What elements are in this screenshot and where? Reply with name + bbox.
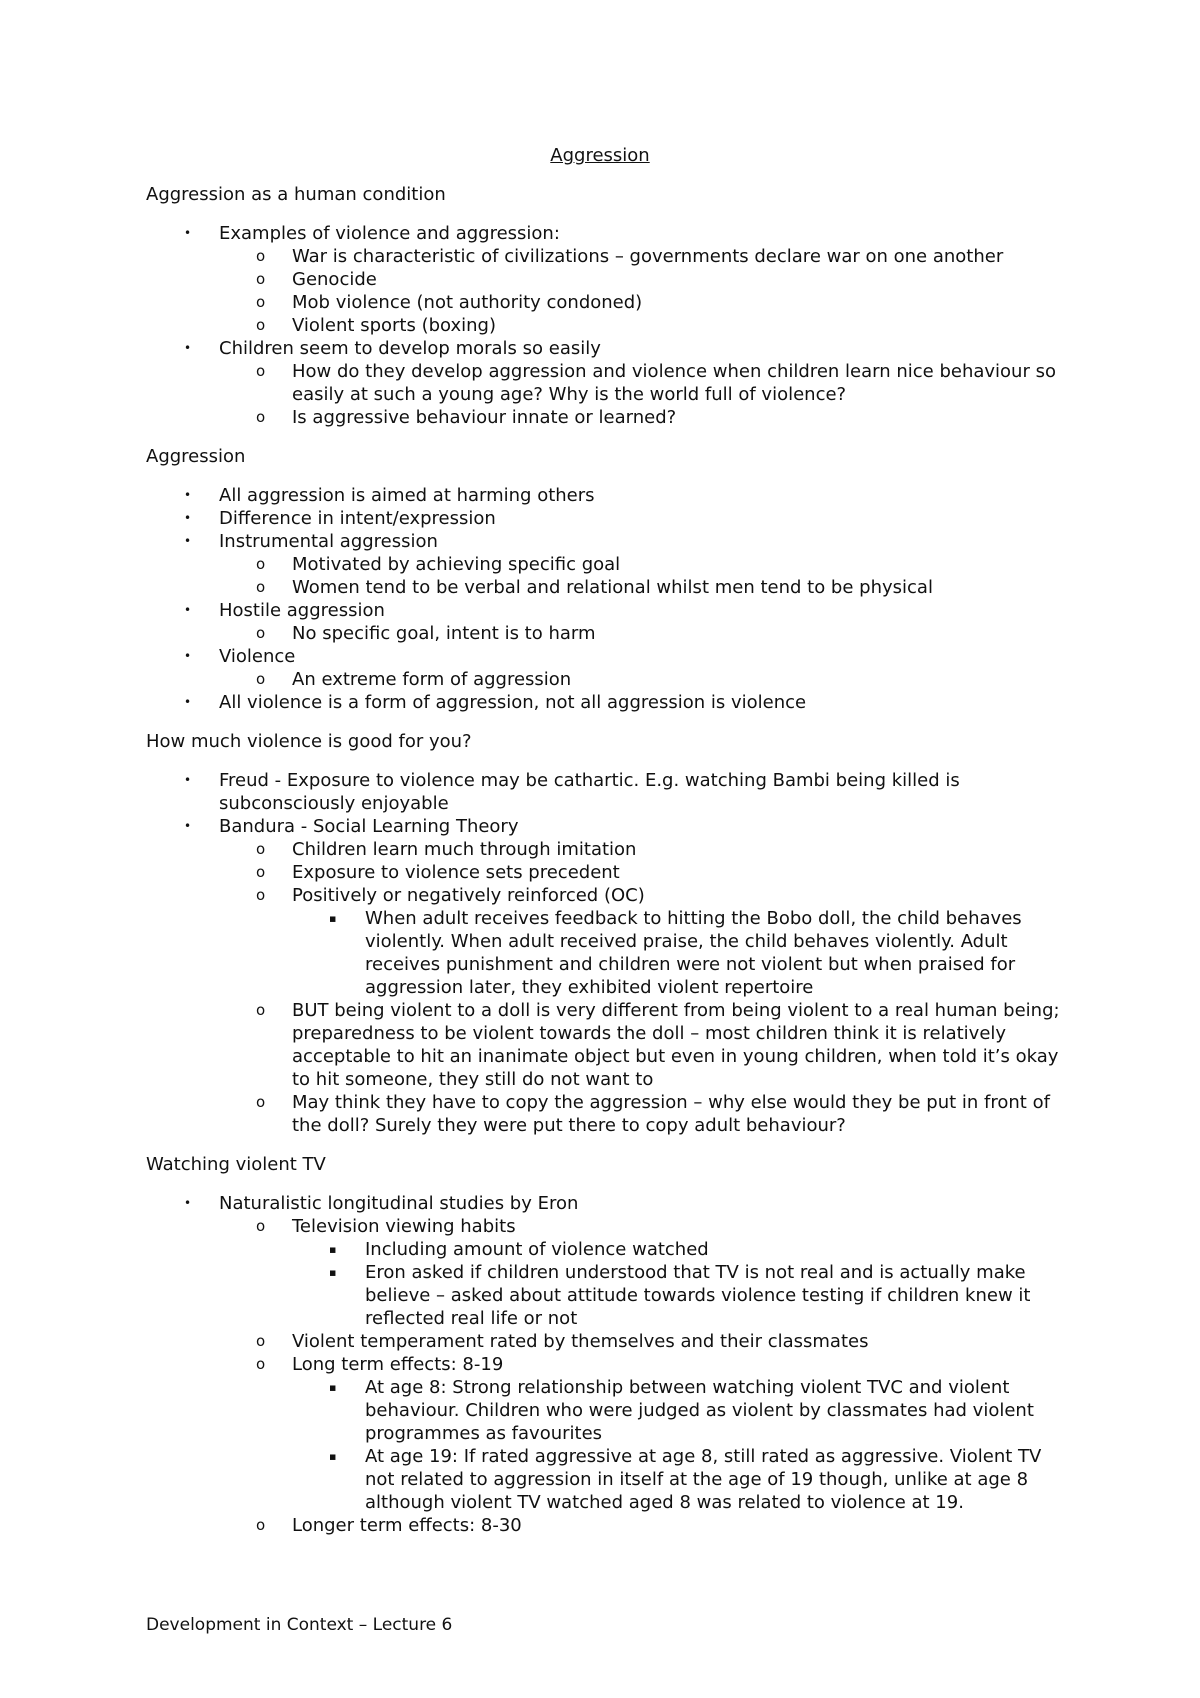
- bullet-marker-icon: o: [256, 1332, 266, 1350]
- bullet-list: [146, 222, 1076, 429]
- bullet-marker-icon: o: [256, 1093, 266, 1111]
- bullet-marker-icon: o: [256, 555, 266, 573]
- list-item: [146, 314, 1076, 337]
- list-item-text: Positively or negatively reinforced (OC): [292, 885, 645, 906]
- list-item: [146, 1261, 1076, 1330]
- section-heading: Aggression as a human condition: [146, 184, 446, 205]
- bullet-marker-icon: o: [256, 1516, 266, 1534]
- list-item: [146, 1091, 1076, 1137]
- list-item-text: Genocide: [292, 269, 377, 290]
- list-item: [146, 406, 1076, 429]
- bullet-marker-icon: •: [184, 603, 192, 617]
- bullet-marker-icon: o: [256, 293, 266, 311]
- section: [146, 1153, 1076, 1537]
- bullet-marker-icon: •: [184, 1196, 192, 1210]
- bullet-marker-icon: •: [184, 341, 192, 355]
- list-item: [146, 815, 1076, 838]
- list-item-text: Longer term effects: 8-30: [292, 1515, 522, 1536]
- bullet-marker-icon: •: [184, 649, 192, 663]
- list-item: [146, 668, 1076, 691]
- bullet-marker-icon: o: [256, 316, 266, 334]
- list-item-text: Naturalistic longitudinal studies by Eron: [219, 1193, 579, 1214]
- bullet-marker-icon: o: [256, 886, 266, 904]
- bullet-marker-icon: o: [256, 362, 266, 380]
- bullet-list: [146, 769, 1076, 1137]
- list-item: [146, 622, 1076, 645]
- list-item-text: At age 19: If rated aggressive at age 8, still rated as aggressive. Violent TV not related to aggression in itself at the age of 19 though, unlike at age 8 although violent TV watched aged 8 was related to violence at 19.: [365, 1446, 1042, 1513]
- list-item: [146, 1353, 1076, 1376]
- list-item: [146, 507, 1076, 530]
- list-item: [146, 1514, 1076, 1537]
- section-heading: Aggression: [146, 446, 246, 467]
- list-item-text: Mob violence (not authority condoned): [292, 292, 643, 313]
- list-item-text: Violence: [219, 646, 296, 667]
- list-item: [146, 645, 1076, 668]
- list-item-text: Hostile aggression: [219, 600, 385, 621]
- list-item-text: An extreme form of aggression: [292, 669, 572, 690]
- page-footer: Development in Context – Lecture 6: [146, 1615, 453, 1635]
- list-item: [146, 268, 1076, 291]
- list-item-text: Violent temperament rated by themselves and their classmates: [292, 1331, 869, 1352]
- list-item-text: Television viewing habits: [292, 1216, 516, 1237]
- list-item: [146, 291, 1076, 314]
- list-item-text: All violence is a form of aggression, not all aggression is violence: [219, 692, 807, 713]
- list-item-text: Including amount of violence watched: [365, 1239, 709, 1260]
- list-item-text: Examples of violence and aggression:: [219, 223, 560, 244]
- list-item: [146, 1215, 1076, 1238]
- list-item: [146, 360, 1076, 406]
- list-item-text: Bandura - Social Learning Theory: [219, 816, 519, 837]
- list-item: [146, 1330, 1076, 1353]
- bullet-marker-icon: •: [184, 534, 192, 548]
- bullet-list: [146, 484, 1076, 714]
- list-item: [146, 1376, 1076, 1445]
- list-item: [146, 599, 1076, 622]
- bullet-marker-icon: o: [256, 863, 266, 881]
- list-item-text: All aggression is aimed at harming others: [219, 485, 595, 506]
- bullet-marker-icon: o: [256, 1217, 266, 1235]
- bullet-marker-icon: ▪: [329, 1243, 337, 1256]
- bullet-marker-icon: •: [184, 226, 192, 240]
- bullet-marker-icon: ▪: [329, 1450, 337, 1463]
- section-heading: Watching violent TV: [146, 1154, 326, 1175]
- list-item: [146, 1192, 1076, 1215]
- list-item-text: Is aggressive behaviour innate or learned?: [292, 407, 677, 428]
- list-item: [146, 484, 1076, 507]
- list-item: [146, 530, 1076, 553]
- bullet-marker-icon: ▪: [329, 1381, 337, 1394]
- list-item-text: Freud - Exposure to violence may be cathartic. E.g. watching Bambi being killed is subconsciously enjoyable: [219, 770, 960, 814]
- list-item: [146, 769, 1076, 815]
- list-item: [146, 861, 1076, 884]
- list-item-text: No specific goal, intent is to harm: [292, 623, 596, 644]
- bullet-marker-icon: o: [256, 247, 266, 265]
- bullet-marker-icon: •: [184, 511, 192, 525]
- bullet-marker-icon: o: [256, 624, 266, 642]
- bullet-marker-icon: o: [256, 408, 266, 426]
- bullet-marker-icon: o: [256, 1355, 266, 1373]
- bullet-marker-icon: o: [256, 270, 266, 288]
- bullet-marker-icon: •: [184, 819, 192, 833]
- bullet-marker-icon: ▪: [329, 1266, 337, 1279]
- list-item: [146, 838, 1076, 861]
- list-item-text: Instrumental aggression: [219, 531, 438, 552]
- section: [146, 730, 1076, 1137]
- list-item-text: Children learn much through imitation: [292, 839, 637, 860]
- list-item-text: How do they develop aggression and violence when children learn nice behaviour so easily at such a young age? Why is the world full of violence?: [292, 361, 1056, 405]
- list-item: [146, 245, 1076, 268]
- list-item-text: Exposure to violence sets precedent: [292, 862, 620, 883]
- list-item-text: At age 8: Strong relationship between watching violent TVC and violent behaviour. Children who were judged as violent by classmates had violent programmes as favourites: [365, 1377, 1034, 1444]
- list-item-text: Women tend to be verbal and relational whilst men tend to be physical: [292, 577, 933, 598]
- list-item-text: BUT being violent to a doll is very different from being violent to a real human being; preparedness to be violent towards the doll – most children think it is relatively acceptable to hit an inanimate object but even in young children, when told it’s okay to hit someone, they still do not want to: [292, 1000, 1060, 1090]
- bullet-marker-icon: ▪: [329, 912, 337, 925]
- list-item-text: May think they have to copy the aggression – why else would they be put in front of the doll? Surely they were put there to copy adult behaviour?: [292, 1092, 1050, 1136]
- bullet-marker-icon: o: [256, 1001, 266, 1019]
- list-item: [146, 691, 1076, 714]
- list-item-text: Children seem to develop morals so easily: [219, 338, 601, 359]
- bullet-marker-icon: o: [256, 840, 266, 858]
- list-item: [146, 999, 1076, 1091]
- section: [146, 445, 1076, 714]
- bullet-marker-icon: •: [184, 695, 192, 709]
- list-item-text: Long term effects: 8-19: [292, 1354, 504, 1375]
- list-item-text: Eron asked if children understood that TV is not real and is actually make believe – asked about attitude towards violence testing if children knew it reflected real life or not: [365, 1262, 1031, 1329]
- section: [146, 183, 1076, 429]
- bullet-marker-icon: •: [184, 773, 192, 787]
- list-item-text: When adult receives feedback to hitting the Bobo doll, the child behaves violently. When adult received praise, the child behaves violently. Adult receives punishment and children were not violent but when praised for aggression later, they exhibited violent repertoire: [365, 908, 1022, 998]
- list-item: [146, 1238, 1076, 1261]
- list-item: [146, 576, 1076, 599]
- page-title: Aggression: [550, 145, 650, 166]
- bullet-marker-icon: o: [256, 670, 266, 688]
- list-item-text: War is characteristic of civilizations – governments declare war on one another: [292, 246, 1004, 267]
- bullet-list: [146, 1192, 1076, 1537]
- list-item: [146, 222, 1076, 245]
- bullet-marker-icon: o: [256, 578, 266, 596]
- list-item: [146, 907, 1076, 999]
- list-item: [146, 337, 1076, 360]
- list-item: [146, 553, 1076, 576]
- list-item: [146, 1445, 1076, 1514]
- section-heading: How much violence is good for you?: [146, 731, 472, 752]
- document-body: [146, 183, 1076, 1553]
- bullet-marker-icon: •: [184, 488, 192, 502]
- list-item: [146, 884, 1076, 907]
- list-item-text: Difference in intent/expression: [219, 508, 496, 529]
- list-item-text: Violent sports (boxing): [292, 315, 496, 336]
- list-item-text: Motivated by achieving specific goal: [292, 554, 621, 575]
